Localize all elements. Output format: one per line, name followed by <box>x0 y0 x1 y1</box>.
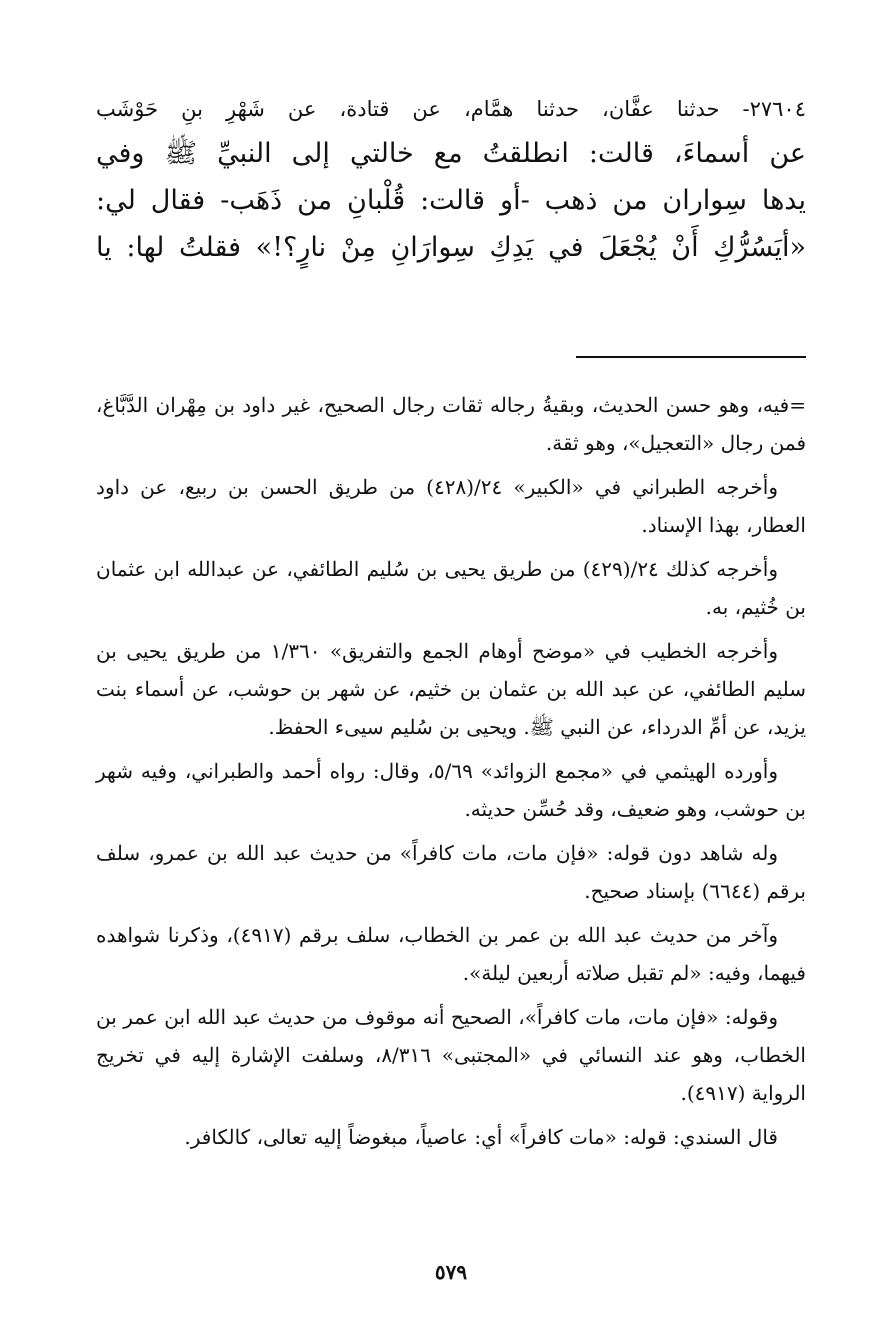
footnote-paragraph: قال السندي: قوله: «مات كافراً» أي: عاصياً، مبغوضاً إليه تعالى، كالكافر. <box>184 1125 778 1149</box>
footnote-paragraph: =فيه، وهو حسن الحديث، وبقيةُ رجاله ثقات رجال الصحيح، غير داود بن مِهْران الدَّبَّاغ، فمن رجال «التعجيل»، وهو ثقة. <box>96 393 806 455</box>
footnote-paragraph: وأخرجه كذلك ٢٤/(٤٢٩) من طريق يحيى بن سُليم الطائفي، عن عبدالله ابن عثمان بن خُثيم، به. <box>96 557 806 619</box>
hadith-text <box>96 88 806 271</box>
footnote-divider <box>576 356 806 358</box>
footnote-paragraph: وآخر من حديث عبد الله بن عمر بن الخطاب، سلف برقم (٤٩١٧)، وذكرنا شواهده فيهما، وفيه: «لم تقبل صلاته أربعين ليلة». <box>96 923 806 985</box>
footnote-paragraph: وقوله: «فإن مات، مات كافراً»، الصحيح أنه موقوف من حديث عبد الله ابن عمر بن الخطاب، وهو عند النسائي في «المجتبى» ٨/٣١٦، وسلفت الإشارة إليه في تخريج الرواية (٤٩١٧). <box>96 1005 806 1105</box>
hadith-line: «أيَسُرُّكِ أَنْ يُجْعَلَ في يَدِكِ سِوارَانِ مِنْ نارٍ؟!» فقلتُ لها: يا <box>96 232 806 263</box>
hadith-line: يدها سِواران من ذهب -أو قالت: قُلْبانِ من ذَهَب- فقال لي: <box>96 185 806 216</box>
footnote-paragraph: وأخرجه الخطيب في «موضح أوهام الجمع والتفريق» ١/٣٦٠ من طريق يحيى بن سليم الطائفي، عن عبد الله بن عثمان بن خثيم، عن شهر بن حوشب، عن أسماء بنت يزيد، عن أمِّ الدرداء، عن النبي ﷺ. ويحيى بن سُليم سيىء الحفظ. <box>96 639 806 739</box>
footnote-paragraph: وله شاهد دون قوله: «فإن مات، مات كافراً» من حديث عبد الله بن عمرو، سلف برقم (٦٦٤٤) بإسناد صحيح. <box>96 841 806 903</box>
footnotes <box>96 386 806 1162</box>
book-page <box>96 88 806 1288</box>
footnote-paragraph: وأورده الهيثمي في «مجمع الزوائد» ٥/٦٩، وقال: رواه أحمد والطبراني، وفيه شهر بن حوشب، وهو ضعيف، وقد حُسِّن حديثه. <box>96 759 806 821</box>
hadith-line: عن أسماءَ، قالت: انطلقتُ مع خالتي إلى النبيِّ ﷺ وفي <box>96 138 806 169</box>
footnote-paragraph: وأخرجه الطبراني في «الكبير» ٢٤/(٤٢٨) من طريق الحسن بن ربيع، عن داود العطار، بهذا الإسناد. <box>96 475 806 537</box>
page-number: ٥٧٩ <box>434 1260 468 1284</box>
hadith-line: ٢٧٦٠٤- حدثنا عفَّان، حدثنا همَّام، عن قتادة، عن شَهْرِ بنِ حَوْشَب <box>96 97 806 121</box>
